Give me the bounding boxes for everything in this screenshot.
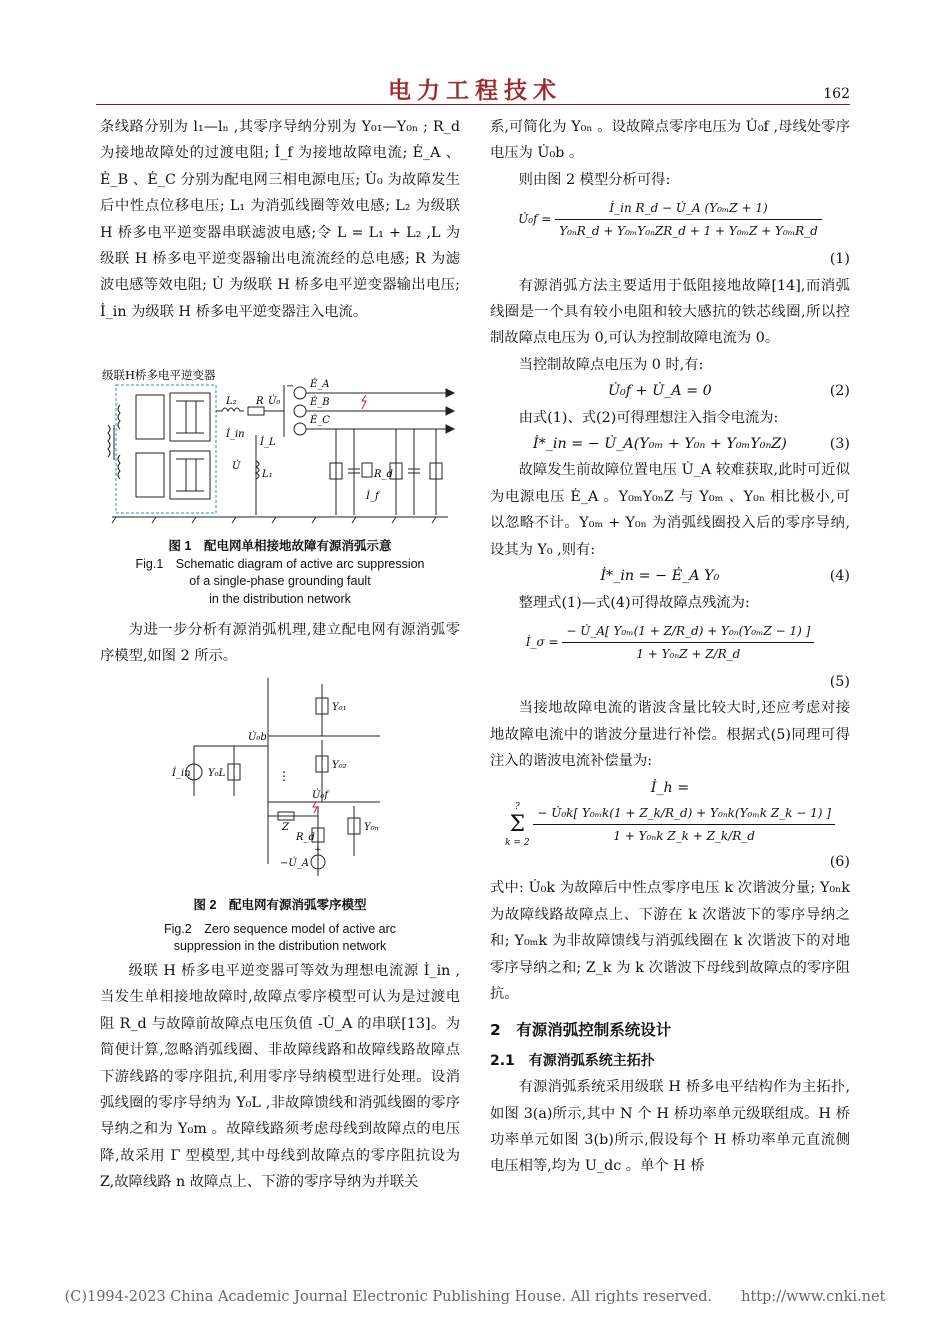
Y01-label: Y₀₁ <box>332 702 347 713</box>
paragraph: 当接地故障电流的谐波含量比较大时,还应考虑对接地故障电流中的谐波分量进行补偿。根据式(5)同理可得注入的谐波电流补偿量为: <box>490 700 850 770</box>
equation-2 <box>490 378 850 404</box>
inverter-label: 级联H桥多电平逆变器 <box>102 368 216 382</box>
left-column-bottom <box>100 958 460 1196</box>
paragraph: 当控制故障点电压为 0 时,有: <box>518 356 704 373</box>
dots-label: ⋮ <box>278 769 290 783</box>
UA-label: −U̇_A <box>280 858 310 869</box>
U-label: U̇ <box>232 461 241 472</box>
equation-6 <box>490 801 850 849</box>
equation-body: İ*_in = − U̇_A(Y₀ₘ + Y₀ₙ + Y₀ₘY₀ₙZ) <box>532 436 787 453</box>
header-rule <box>96 104 850 105</box>
numerator: − U̇_A[ Y₀ₘ(1 + Z/R_d) + Y₀ₙ(Y₀ₘZ − 1) ] <box>562 620 814 643</box>
fraction <box>555 197 822 242</box>
Iin-label: İ_in <box>226 429 245 440</box>
caption-en-line: suppression in the distribution network <box>173 939 387 953</box>
Rd-label: R_d <box>374 469 393 480</box>
R-label: R <box>256 396 264 407</box>
caption-en-line: of a single-phase grounding fault <box>189 574 371 588</box>
eq-number: (1) <box>829 251 850 268</box>
journal-title: 电力工程技术 <box>388 78 562 104</box>
phase-lines <box>306 389 454 433</box>
numerator: − U̇₀k[ Y₀ₘk(1 + Z_k/R_d) + Y₀ₙk(Y₀ₘk Z_k − 1) ] <box>533 802 835 825</box>
equation-body: U̇₀f + U̇_A = 0 <box>607 383 712 400</box>
eq-lhs: U̇₀f = <box>518 212 552 227</box>
eq6-lhs: İ_h = <box>650 779 690 796</box>
fault-spark-icon <box>362 395 366 409</box>
source-b <box>294 405 306 417</box>
page-number: 162 <box>823 86 850 102</box>
denominator: 1 + Y₀ₙZ + Z/R_d <box>636 646 741 661</box>
figure-1-caption <box>100 538 460 608</box>
right-column <box>490 114 850 1180</box>
left-column-mid <box>100 617 460 670</box>
eq-number: (3) <box>829 436 850 453</box>
EC-label: Ė_C <box>310 415 330 426</box>
eq-lhs: İ_σ = <box>525 634 559 649</box>
figure-1 <box>96 365 466 535</box>
caption-cn: 图 2 配电网有源消弧零序模型 <box>193 898 367 912</box>
summation <box>505 801 529 849</box>
Iin-label: İ_in <box>172 768 191 779</box>
EA-label: Ė_A <box>310 379 330 390</box>
paragraph: 有源消弧方法主要适用于低阻接地故障[14],而消弧线圈是一个具有较小电阻和较大感抗的铁芯线圈,所以控制故障点电压为 0,可认为控制故障电流为 0。 <box>490 277 850 347</box>
caption-cn: 图 1 配电网单相接地故障有源消弧示意 <box>168 539 392 553</box>
U0b-label: U̇₀b <box>248 732 267 743</box>
eq-number: (5) <box>829 673 850 690</box>
Y0n-label: Y₀ₙ <box>364 822 379 833</box>
R-resistor <box>248 407 264 415</box>
caption-en-line: in the distribution network <box>209 591 351 606</box>
fault-spark-icon <box>313 802 317 813</box>
equation-4 <box>490 563 850 589</box>
subsection-heading: 2.1 有源消弧系统主拓扑 <box>490 1052 655 1069</box>
caption-en-line: Fig.1 Schematic diagram of active arc suppression <box>135 556 425 571</box>
paragraph: 由式(1)、式(2)可得理想注入指令电流为: <box>518 409 779 426</box>
paragraph: 有源消弧系统采用级联 H 桥多电平结构作为主拓扑,如图 3(a)所示,其中 N 个 H 桥功率单元级联组成。H 桥功率单元如图 3(b)所示,假设每个 H 桥功率单元直流侧电压相等,均为 U_dc 。单个 H 桥 <box>490 1079 850 1175</box>
sum-upper: ? <box>514 801 520 812</box>
circuit-diagram <box>96 365 466 535</box>
Y0L-label: Y₀L <box>208 768 226 779</box>
equation-1 <box>490 197 850 242</box>
section-heading: 2 有源消弧控制系统设计 <box>490 1021 672 1040</box>
EB-label: Ė_B <box>310 397 330 408</box>
paragraph: 则由图 2 模型分析可得: <box>518 171 671 188</box>
U0-label: U̇₀ <box>268 396 281 407</box>
L2-label: L₂ <box>226 396 237 407</box>
source-c <box>294 423 306 435</box>
source-a <box>294 387 306 399</box>
paragraph: 条线路分别为 l₁—lₙ ,其零序导纳分别为 Y₀₁—Y₀ₙ ; R_d 为接地故障处的过渡电阻; İ_f 为接地故障电流; Ė_A 、Ė_B 、Ė_C 分别为配电网三相电源电压; U̇₀ 为故障发生后中性点位移电压; L₁ 为消弧线圈等效电感; L₂ 为级联 H 桥多电平逆变器串联滤波电感;令 L = L₁ + L₂ ,L 为级联 H 桥多电平逆变器输出电流流经的总电感; R 为滤波电感等效电阻; U̇ 为级联 H 桥多电平逆变器输出电压; İ_in 为级联 H 桥多电平逆变器注入电流。 <box>100 119 460 320</box>
eq-number: (6) <box>829 853 850 870</box>
copyright-footer: (C)1994-2023 China Academic Journal Electronic Publishing House. All rights reserved. http://www.cnki.net <box>64 1289 886 1305</box>
If-label: İ_f <box>366 491 379 502</box>
denominator: Y₀ₙR_d + Y₀ₘY₀ₙZR_d + 1 + Y₀ₘZ + Y₀ₘR_d <box>559 224 818 239</box>
paragraph: 级联 H 桥多电平逆变器可等效为理想电流源 İ_in ,当发生单相接地故障时,故障点零序模型可认为是过渡电阻 R_d 与故障前故障点电压负值 -U̇_A 的串联[13]。为简便计算,忽略消弧线圈、非故障线路和故障线路故障点下游线路的零序阻抗,利用零序导纳模型进行处理。设消弧线圈的零序导纳为 Y₀L ,非故障馈线和消弧线圈的零序导纳之和为 Y₀m 。故障线路须考虑母线到故障点的电压降,故采用 Γ 型模型,其中母线到故障点的零序阻抗设为 Z,故障线路 n 故障点上、下游的零序导纳为并联关 <box>100 963 460 1191</box>
transformer <box>108 405 120 479</box>
Z-label: Z <box>282 822 289 833</box>
denominator: 1 + Y₀ₙk Z_k + Z_k/R_d <box>613 829 755 844</box>
paragraph: 式中: U̇₀k 为故障后中性点零序电压 k 次谐波分量; Y₀ₙk 为故障线路故障点上、下游在 k 次谐波下的零序导纳之和; Y₀ₘk 为非故障馈线与消弧线圈在 k 次谐波下的对地零序导纳之和; Z_k 为 k 次谐波下母线到故障点的零序阻抗。 <box>490 880 850 1002</box>
paragraph: 故障发生前故障位置电压 U̇_A 较难获取,此时可近似为电源电压 Ė_A 。Y₀ₘY₀ₙZ 与 Y₀ₘ 、Y₀ₙ 相比极小,可以忽略不计。Y₀ₘ + Y₀ₙ 为消弧线圈投入后的零序导纳,设其为 Y₀ ,则有: <box>490 462 850 558</box>
sum-symbol: Σ <box>509 811 526 837</box>
fraction <box>562 620 814 665</box>
paragraph: 整理式(1)—式(4)可得故障点残流为: <box>518 594 750 611</box>
zero-sequence-diagram <box>170 676 400 886</box>
sum-lower: k = 2 <box>505 837 530 848</box>
figure-2 <box>170 676 400 886</box>
Y02-label: Y₀₂ <box>332 760 347 771</box>
IL-label: İ_L <box>260 437 276 448</box>
h-bridge-2 <box>136 451 210 499</box>
equation-body <box>490 620 850 665</box>
eq-number: (2) <box>829 383 850 400</box>
U0f-label: U̇₀f <box>312 790 329 801</box>
figure-2-caption <box>100 897 460 956</box>
equation-3 <box>490 431 850 457</box>
equation-body <box>490 801 850 849</box>
left-column <box>100 114 460 325</box>
h-bridge-1 <box>136 393 210 441</box>
equation-body <box>490 197 850 242</box>
minus-sign: − <box>286 381 295 392</box>
L1-label: L₁ <box>262 469 273 480</box>
caption-en-line: Fig.2 Zero sequence model of active arc <box>163 921 397 936</box>
equation-body: İ*_in = − Ė_A Y₀ <box>600 568 720 585</box>
paragraph: 系,可简化为 Y₀ₙ 。设故障点零序电压为 U̇₀f ,母线处零序电压为 U̇₀b 。 <box>490 119 850 162</box>
fraction <box>533 802 835 847</box>
numerator: İ_in R_d − U̇_A (Y₀ₘZ + 1) <box>555 197 822 220</box>
inverter-box <box>116 385 216 513</box>
plus-label: + <box>314 845 322 855</box>
eq-number: (4) <box>829 568 850 585</box>
paragraph: 为进一步分析有源消弧机理,建立配电网有源消弧零序模型,如图 2 所示。 <box>100 622 460 665</box>
ground-hatch <box>112 517 436 523</box>
L2-inductor <box>216 408 244 411</box>
equation-5 <box>490 620 850 665</box>
Rd-resistor <box>362 463 372 477</box>
Rd-label: R_d <box>296 832 315 843</box>
